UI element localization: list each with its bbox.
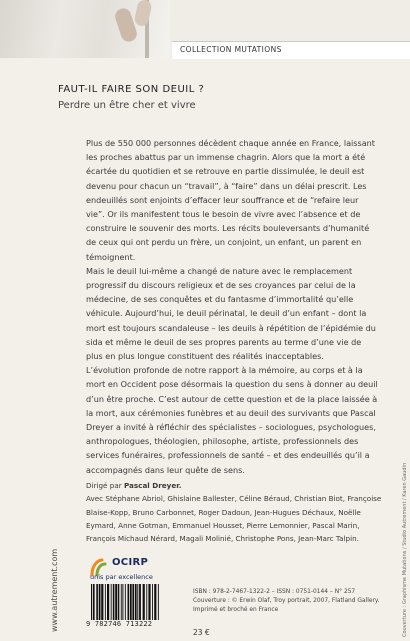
barcode-bar <box>118 584 120 620</box>
barcode-bar <box>135 584 137 620</box>
barcode-bar <box>143 584 145 620</box>
barcode-bar <box>132 584 134 620</box>
barcode-bar <box>105 584 106 620</box>
price: 23 € <box>193 628 210 637</box>
credits-block <box>86 479 386 545</box>
director-line <box>86 479 386 492</box>
paragraph: Plus de 550 000 personnes décèdent chaque année en France, laissant les proches abattus par un immense chagrin. Alors que la mort a été écartée du quotidien et se retrouve en partie dissimulée, le deuil est devenu pour chacun un “travail”, à “faire” dans un délai prescrit. Les endeuillés sont enjoints d’effacer leur souffrance et de “refaire leur vie”. Or ils manifestent tous le besoin de vivre avec l’absence et de construire le souvenir des morts. Les récits bouleversants d’humanité de ceux qui ont perdu un frère, un conjoint, un enfant, un parent en témoignent. <box>86 138 375 262</box>
barcode-bar <box>130 584 132 620</box>
printed-line: Imprimé et broché en France <box>193 607 279 614</box>
director-name: Pascal Dreyer. <box>123 481 182 490</box>
barcode-bar <box>93 584 95 620</box>
isbn-line: ISBN : 978-2-7467-1322-2 – ISSN : 0751-0144 – N° 257 <box>193 589 356 595</box>
barcode-bar <box>99 584 101 620</box>
book-title: FAUT-IL FAIRE SON DEUIL ? <box>58 84 205 95</box>
ocirp-name: OCIRP <box>112 557 149 568</box>
book-subtitle: Perdre un être cher et vivre <box>58 100 196 111</box>
barcode-bar <box>158 584 159 620</box>
cover-design-credit: Couverture : Graphisme Mutations / Studio Autrement / Karen Gaudin <box>402 462 408 637</box>
paragraph: L’évolution profonde de notre rapport à la mémoire, au corps et à la mort en Occident pose désormais la question du sens à donner au deuil d’un être proche. C’est autour de cette question et de la place laissée à la mort, aux cérémonies funèbres et au deuil des survivants que Pascal Dreyer a invité à réfléchir des spécialistes – sociologues, psychologues, anthropologues, théologien, philosophe, artiste, professionnels des services funéraires, professionnels de santé – et des endeuillés qu’il a accompagnés dans leur quête de sens. <box>86 365 378 475</box>
barcode-bar <box>91 584 92 620</box>
website-url[interactable]: www.autrement.com <box>50 548 59 632</box>
barcode-bar <box>139 584 141 620</box>
barcode-bar <box>152 584 153 620</box>
barcode-bar <box>115 584 117 620</box>
barcode-bar <box>111 584 112 620</box>
barcode-bar <box>121 584 122 620</box>
collection-banner <box>172 41 410 59</box>
barcode-bar <box>128 584 130 620</box>
barcode-bar <box>154 584 156 620</box>
cover-photo <box>0 0 170 58</box>
barcode-number: 9 782746 713222 <box>86 620 153 628</box>
barcode <box>90 584 182 620</box>
barcode-bar <box>146 584 147 620</box>
publication-info <box>193 588 403 616</box>
barcode-bar <box>101 584 103 620</box>
ocirp-tagline: unis par excellence <box>90 573 153 581</box>
barcode-bar <box>137 584 138 620</box>
collection-label: COLLECTION MUTATIONS <box>180 45 282 54</box>
barcode-bar <box>125 584 126 620</box>
cover-credit-line: Couverture : © Erwin Olaf, Troy portrait, 2007, Flatland Gallery. <box>193 598 380 605</box>
back-cover-text <box>86 136 378 477</box>
barcode-bar <box>107 584 109 620</box>
contributors-list: Avec Stéphane Abriol, Ghislaine Ballester, Céline Béraud, Christian Biot, Françoise Blaise-Kopp, Bruno Carbonnet, Roger Dadoun, Jean-Hugues Déchaux, Noëlle Eymard, Anne Gotman, Emmanuel Housset, Pierre Lemonnier, Pascal Marin, François Michaud Nérard, Magali Molinié, Christophe Pons, Jean-Marc Talpin. <box>86 494 382 544</box>
barcode-bar <box>122 584 123 620</box>
paragraph: Mais le deuil lui-même a changé de nature avec le remplacement progressif du discours religieux et de ses croyances par celui de la médecine, de ses conquêtes et du fantasme d’immortalité qu’elle véhicule. Aujourd’hui, le deuil périnatal, le deuil d’un enfant – dont la mort est toujours scandaleuse – les deuils à répétition de l’épidémie du sida et même le deuil de ses propres parents au terme d’une vie de plus en plus longue constituent des réalités inacceptables. <box>86 265 376 362</box>
barcode-bar <box>148 584 150 620</box>
photo-hand <box>133 0 152 27</box>
barcode-bar <box>113 584 115 620</box>
barcode-bar <box>96 584 98 620</box>
directed-by-label: Dirigé par <box>86 481 122 490</box>
